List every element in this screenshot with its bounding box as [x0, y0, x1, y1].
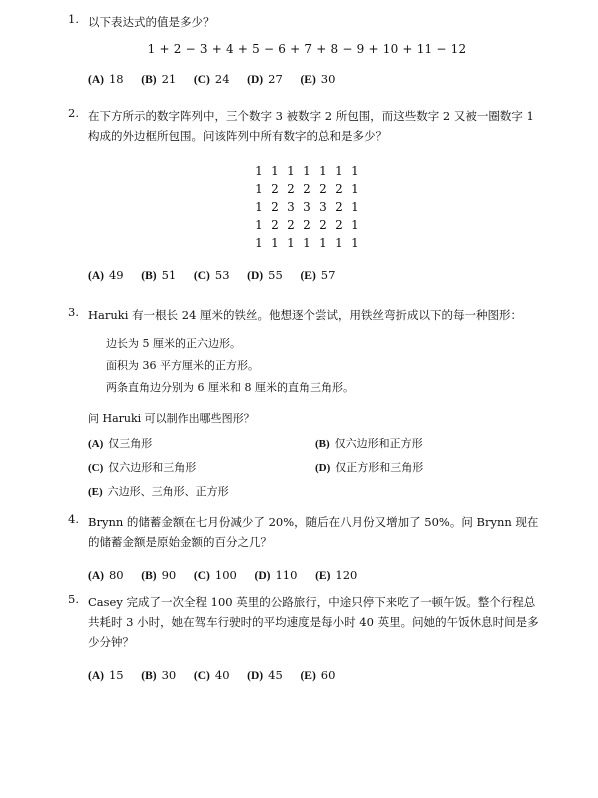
question-text: Haruki 有一根长 24 厘米的铁丝。他想逐个尝试，用铁丝弯折成以下的每一种图形：: [88, 308, 523, 322]
question-number: 5.: [68, 592, 79, 606]
choice-b: (B) 30: [141, 668, 177, 682]
array-row: [251, 180, 363, 198]
question-text: 在下方所示的数字阵列中，三个数字 3 被数字 2 所包围，而这些数字 2 又被一圈数字 1 构成的外边框所包围。问该阵列中所有数字的总和是多少？: [88, 109, 534, 143]
array-cell: 1: [351, 218, 359, 232]
question-text: 以下表达式的值是多少？: [88, 15, 215, 29]
expression: 1 + 2 − 3 + 4 + 5 − 6 + 7 + 8 − 9 + 10 + 11 − 12: [147, 42, 467, 56]
array-cell: 2: [287, 182, 295, 196]
array-cell: 1: [303, 164, 311, 178]
number-array: [251, 162, 363, 252]
array-cell: 1: [303, 236, 311, 250]
array-cell: 2: [303, 218, 311, 232]
array-cell: 1: [351, 164, 359, 178]
array-cell: 1: [255, 236, 263, 250]
question-prompt: 问 Haruki 可以制作出哪些图形？: [88, 412, 255, 425]
answer-choices: [88, 668, 546, 682]
array-cell: 1: [319, 236, 327, 250]
choice-d: (D) 27: [247, 72, 283, 86]
array-cell: 1: [255, 218, 263, 232]
shape-item: 边长为 5 厘米的正六边形。: [106, 337, 241, 350]
array-cell: 1: [351, 182, 359, 196]
array-row: [251, 198, 363, 216]
array-cell: 2: [319, 182, 327, 196]
choice-b: (B) 90: [141, 568, 177, 582]
array-cell: 1: [255, 164, 263, 178]
option-b: (B) 仅六边形和正方形: [315, 437, 423, 450]
array-cell: 1: [287, 236, 295, 250]
option-d: (D) 仅正方形和三角形: [315, 461, 424, 474]
array-cell: 1: [255, 182, 263, 196]
question-1: [68, 12, 546, 86]
array-cell: 2: [287, 218, 295, 232]
choice-b: (B) 21: [141, 72, 177, 86]
array-cell: 1: [271, 236, 279, 250]
option-e: (E) 六边形、三角形、正方形: [88, 485, 229, 498]
choice-d: (D) 55: [247, 268, 283, 282]
question-5: [68, 592, 546, 682]
question-number: 2.: [68, 106, 79, 120]
shape-item: 面积为 36 平方厘米的正方形。: [106, 359, 259, 372]
choice-d: (D) 110: [254, 568, 298, 582]
array-cell: 2: [335, 182, 343, 196]
choice-a: (A) 49: [88, 268, 124, 282]
choice-a: (A) 80: [88, 568, 124, 582]
array-row: [251, 162, 363, 180]
question-number: 1.: [68, 12, 79, 26]
answer-options: [88, 435, 546, 507]
question-number: 4.: [68, 512, 79, 526]
array-row: [251, 216, 363, 234]
choice-a: (A) 18: [88, 72, 124, 86]
array-cell: 1: [335, 236, 343, 250]
array-cell: 1: [335, 164, 343, 178]
answer-choices: [88, 268, 546, 282]
choice-c: (C) 53: [193, 268, 230, 282]
choice-b: (B) 51: [141, 268, 177, 282]
choice-e: (E) 30: [300, 72, 336, 86]
choice-e: (E) 120: [315, 568, 358, 582]
array-cell: 2: [271, 200, 279, 214]
array-cell: 1: [319, 164, 327, 178]
question-text: Casey 完成了一次全程 100 英里的公路旅行，中途只停下来吃了一顿午饭。整个行程总共耗时 3 小时，她在驾车行驶时的平均速度是每小时 40 英里。问她的午饭休息时间是多少分钟？: [88, 595, 539, 649]
array-cell: 1: [287, 164, 295, 178]
choice-c: (C) 24: [193, 72, 230, 86]
question-number: 3.: [68, 305, 79, 319]
question-text: Brynn 的储蓄金额在七月份减少了 20%，随后在八月份又增加了 50%。问 Brynn 现在的储蓄金额是原始金额的百分之几？: [88, 515, 539, 549]
choice-a: (A) 15: [88, 668, 124, 682]
shape-item: 两条直角边分别为 6 厘米和 8 厘米的直角三角形。: [106, 381, 354, 394]
array-cell: 1: [271, 164, 279, 178]
choice-c: (C) 100: [193, 568, 237, 582]
choice-c: (C) 40: [193, 668, 230, 682]
question-3: [68, 305, 546, 507]
option-a: (A) 仅三角形: [88, 437, 153, 450]
array-cell: 3: [287, 200, 295, 214]
array-cell: 1: [351, 236, 359, 250]
array-cell: 2: [335, 218, 343, 232]
array-cell: 1: [255, 200, 263, 214]
array-cell: 2: [319, 218, 327, 232]
choice-e: (E) 60: [300, 668, 336, 682]
array-cell: 3: [319, 200, 327, 214]
choice-d: (D) 45: [247, 668, 283, 682]
choice-e: (E) 57: [300, 268, 336, 282]
question-4: [68, 512, 546, 582]
array-cell: 3: [303, 200, 311, 214]
array-cell: 2: [303, 182, 311, 196]
array-cell: 1: [351, 200, 359, 214]
array-row: [251, 234, 363, 252]
array-cell: 2: [335, 200, 343, 214]
shape-list: [106, 333, 546, 399]
array-cell: 2: [271, 218, 279, 232]
answer-choices: [88, 568, 546, 582]
answer-choices: [88, 72, 546, 86]
question-2: [68, 106, 546, 282]
array-cell: 2: [271, 182, 279, 196]
option-c: (C) 仅六边形和三角形: [88, 461, 197, 474]
